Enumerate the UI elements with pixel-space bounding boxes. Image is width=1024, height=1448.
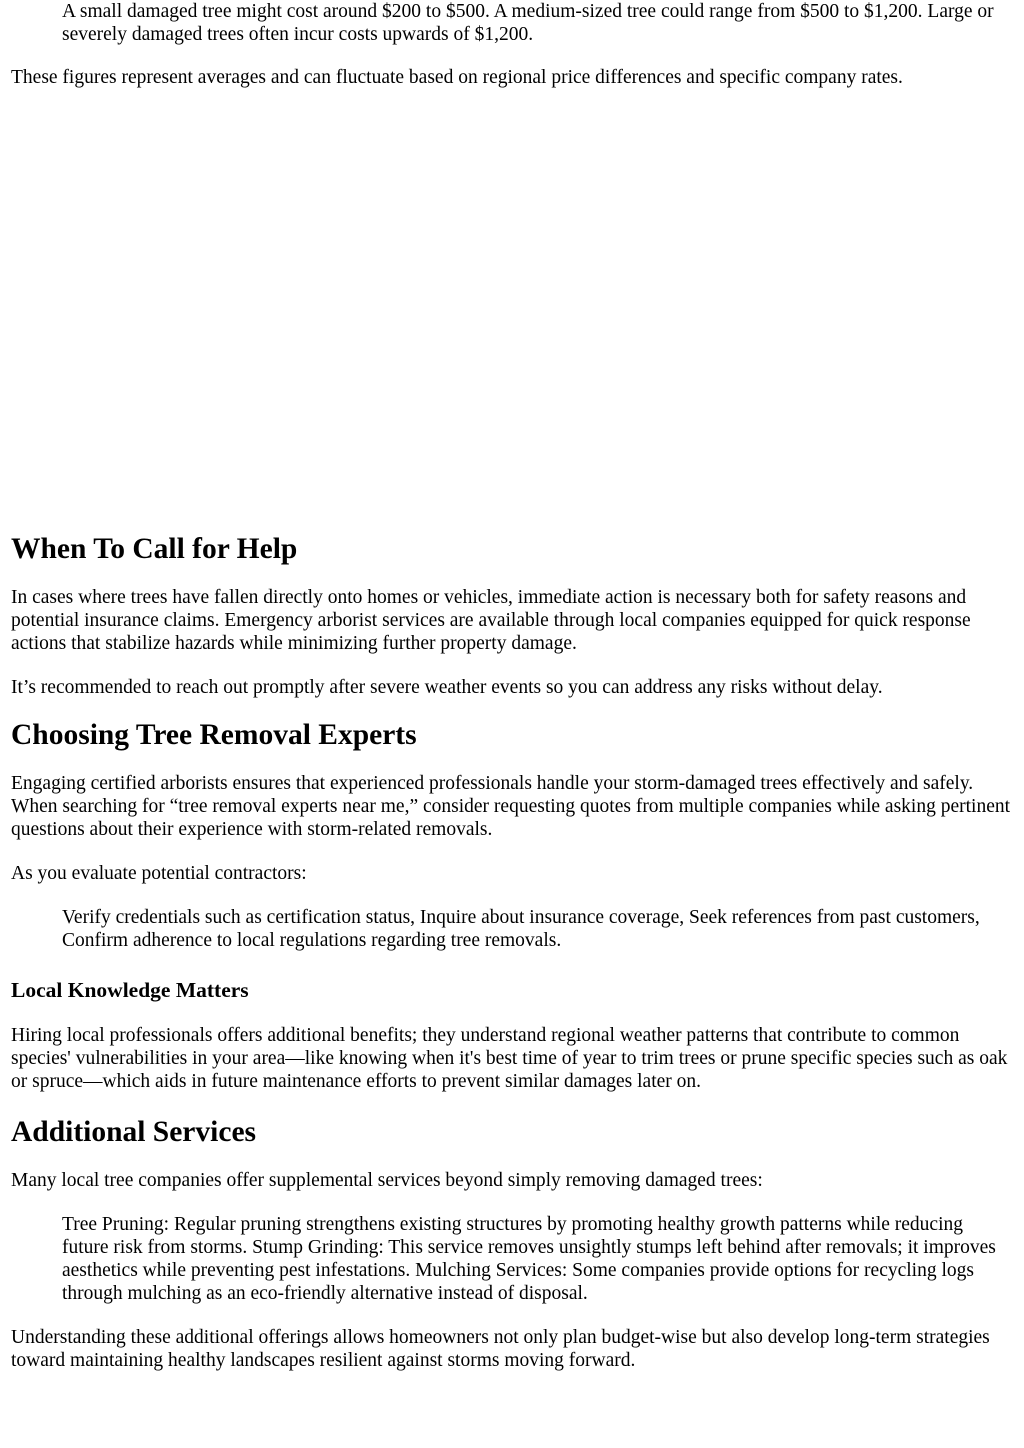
call-help-paragraph-2: It’s recommended to reach out promptly after severe weather events so you can address any risks without delay. <box>11 677 883 698</box>
heading-choosing-experts: Choosing Tree Removal Experts <box>11 719 417 751</box>
experts-paragraph-1: Engaging certified arborists ensures that experienced professionals handle your storm-damaged trees effectively and safely. When searching for “tree removal experts near me,” consider requesting quotes from multiple companies while asking pertinent questions about their experience with storm-related removals. <box>11 773 1011 840</box>
embedded-media-placeholder <box>11 89 1019 529</box>
services-quote <box>62 1213 1012 1305</box>
cost-quote <box>62 0 1012 46</box>
article-body <box>11 0 1019 1372</box>
experts-paragraph-2: As you evaluate potential contractors: <box>11 863 307 884</box>
cost-note: These figures represent averages and can fluctuate based on regional price differences and specific company rates. <box>11 67 903 88</box>
heading-when-to-call: When To Call for Help <box>11 533 298 565</box>
additional-paragraph-1: Many local tree companies offer supplemental services beyond simply removing damaged trees: <box>11 1170 763 1191</box>
call-help-paragraph-1: In cases where trees have fallen directly onto homes or vehicles, immediate action is necessary both for safety reasons and potential insurance claims. Emergency arborist services are available through local companies equipped for quick response actions that stabilize hazards while minimizing further property damage. <box>11 587 971 654</box>
heading-local-knowledge: Local Knowledge Matters <box>11 978 249 1002</box>
contractor-checklist-quote <box>62 906 1012 952</box>
cost-quote-text: A small damaged tree might cost around $200 to $500. A medium-sized tree could range from $500 to $1,200. Large or severely damaged trees often incur costs upwards of $1,200. <box>62 1 994 45</box>
local-paragraph-1: Hiring local professionals offers additional benefits; they understand regional weather patterns that contribute to common species' vulnerabilities in your area—like knowing when it's best time of year to trim trees or prune specific species such as oak or spruce—which aids in future maintenance efforts to prevent similar damages later on. <box>11 1025 1008 1092</box>
additional-paragraph-2: Understanding these additional offerings allows homeowners not only plan budget-wise but also develop long-term strategies toward maintaining healthy landscapes resilient against storms moving forward. <box>11 1327 990 1371</box>
heading-additional-services: Additional Services <box>11 1116 257 1148</box>
contractor-checklist-text: Verify credentials such as certification status, Inquire about insurance coverage, Seek references from past customers, Confirm adherence to local regulations regarding tree removals. <box>62 907 980 951</box>
services-quote-text: Tree Pruning: Regular pruning strengthens existing structures by promoting healthy growth patterns while reducing future risk from storms. Stump Grinding: This service removes unsightly stumps left behind after removals; it improves aesthetics while preventing pest infestations. Mulching Services: Some companies provide options for recycling logs through mulching as an eco-friendly alternative instead of disposal. <box>62 1214 996 1304</box>
